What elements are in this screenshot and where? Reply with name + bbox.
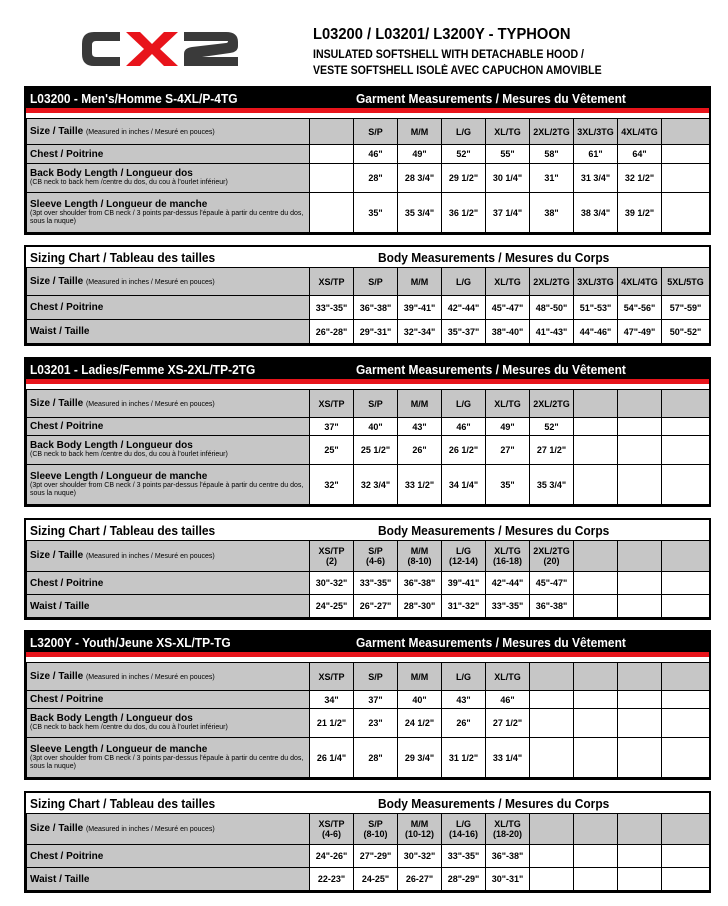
size-header-cell: 4XL/4TG [618, 268, 662, 296]
ladies-garment-table [24, 357, 711, 507]
size-header-cell [662, 390, 710, 418]
size-header-cell: M/M [398, 268, 442, 296]
measurement-cell: 29"-31" [354, 320, 398, 344]
size-header-cell [662, 119, 710, 145]
size-label: Size / Taille (Measured in inches / Mesuré en pouces) [27, 119, 310, 145]
measurement-cell: 29 1/2" [442, 164, 486, 193]
size-header-cell: 3XL/3TG [574, 268, 618, 296]
size-header-cell [574, 390, 618, 418]
measurement-cell [618, 572, 662, 595]
measurement-cell [310, 145, 354, 164]
size-header-cell [618, 541, 662, 572]
size-header-cell: XL/TG [486, 119, 530, 145]
measurement-cell: 32 1/2" [618, 164, 662, 193]
measurement-cell: 26"-27" [354, 595, 398, 618]
measurement-cell: 36 1/2" [442, 193, 486, 233]
waist-row [27, 868, 710, 891]
measurement-cell: 51"-53" [574, 296, 618, 320]
size-label: Size / Taille (Measured in inches / Mesuré en pouces) [27, 268, 310, 296]
youth-body-table [24, 791, 711, 893]
measurement-cell: 28"-30" [398, 595, 442, 618]
measurement-cell [574, 418, 618, 436]
measurement-cell: 35 3/4" [530, 465, 574, 505]
mens-body-grid [26, 267, 710, 344]
measurement-cell [530, 845, 574, 868]
measurement-cell: 41"-43" [530, 320, 574, 344]
measurement-cell [662, 595, 710, 618]
measurement-cell: 42"-44" [486, 572, 530, 595]
mens-body-bar [26, 247, 709, 267]
measurement-cell: 37" [354, 691, 398, 709]
measurement-cell [310, 193, 354, 233]
measurement-cell [530, 709, 574, 738]
size-header-cell: L/G [442, 390, 486, 418]
measurement-cell: 33"-35" [486, 595, 530, 618]
measurement-cell: 24"-26" [310, 845, 354, 868]
size-header-cell: XL/TG [486, 390, 530, 418]
size-header-cell: XS/TP (4-6) [310, 814, 354, 845]
measurement-cell: 25" [310, 436, 354, 465]
ladies-garment-grid [26, 389, 710, 505]
measurement-cell: 38"-40" [486, 320, 530, 344]
waist-label: Waist / Taille [27, 320, 310, 344]
measurement-cell: 47"-49" [618, 320, 662, 344]
measurement-cell: 28" [354, 738, 398, 778]
measurement-cell: 27 1/2" [486, 709, 530, 738]
measurement-cell: 36"-38" [486, 845, 530, 868]
measurement-cell: 49" [486, 418, 530, 436]
size-label: Size / Taille (Measured in inches / Mesuré en pouces) [27, 541, 310, 572]
size-header-cell: M/M [398, 663, 442, 691]
size-header-cell [662, 541, 710, 572]
garment-heading: Garment Measurements / Mesures du Vêtement [356, 635, 626, 650]
measurement-cell [662, 436, 710, 465]
measurement-cell: 40" [398, 691, 442, 709]
measurement-cell: 36"-38" [354, 296, 398, 320]
youth-body-bar [26, 793, 709, 813]
measurement-cell: 30"-32" [398, 845, 442, 868]
measurement-cell: 22-23" [310, 868, 354, 891]
size-header-cell: L/G [442, 268, 486, 296]
measurement-cell [618, 465, 662, 505]
measurement-cell: 61" [574, 145, 618, 164]
mens-title: L03200 - Men's/Homme S-4XL/P-4TG [30, 91, 238, 106]
size-header-cell [530, 814, 574, 845]
measurement-cell: 37" [310, 418, 354, 436]
size-header-cell: XL/TG [486, 268, 530, 296]
measurement-cell [662, 418, 710, 436]
size-header-cell [662, 814, 710, 845]
youth-garment-table [24, 630, 711, 780]
measurement-cell: 39"-41" [442, 572, 486, 595]
measurement-cell: 29 3/4" [398, 738, 442, 778]
mens-garment-table [24, 86, 711, 235]
size-header-cell: L/G (12-14) [442, 541, 486, 572]
size-header-cell: 2XL/2TG [530, 119, 574, 145]
measurement-cell [618, 845, 662, 868]
size-header-cell: S/P [354, 390, 398, 418]
measurement-cell: 21 1/2" [310, 709, 354, 738]
measurement-cell: 46" [486, 691, 530, 709]
sleeve-length-row [27, 465, 710, 505]
measurement-cell: 34 1/4" [442, 465, 486, 505]
size-header-cell [574, 541, 618, 572]
measurement-cell [662, 845, 710, 868]
cx2-logo [80, 30, 242, 68]
measurement-cell [530, 691, 574, 709]
youth-garment-grid [26, 662, 710, 778]
size-header-cell [574, 663, 618, 691]
measurement-cell: 38 3/4" [574, 193, 618, 233]
youth-body-grid [26, 813, 710, 891]
measurement-cell: 58" [530, 145, 574, 164]
measurement-cell [662, 738, 710, 778]
measurement-cell [574, 691, 618, 709]
measurement-cell: 37 1/4" [486, 193, 530, 233]
size-header-cell: XS/TP [310, 663, 354, 691]
measurement-cell: 32"-34" [398, 320, 442, 344]
size-header-cell: XS/TP [310, 390, 354, 418]
size-header-cell: 2XL/2TG [530, 268, 574, 296]
measurement-cell: 57"-59" [662, 296, 710, 320]
measurement-cell: 35" [354, 193, 398, 233]
measurement-cell: 46" [354, 145, 398, 164]
chest-label: Chest / Poitrine [27, 845, 310, 868]
chest-row [27, 145, 710, 164]
size-header-cell: 4XL/4TG [618, 119, 662, 145]
size-header-cell [574, 814, 618, 845]
measurement-cell: 49" [398, 145, 442, 164]
measurement-cell: 26-27" [398, 868, 442, 891]
measurement-cell [662, 164, 710, 193]
measurement-cell: 36"-38" [398, 572, 442, 595]
measurement-cell: 25 1/2" [354, 436, 398, 465]
size-header-cell: 2XL/2TG (20) [530, 541, 574, 572]
measurement-cell: 43" [398, 418, 442, 436]
size-header-cell [662, 663, 710, 691]
measurement-cell: 38" [530, 193, 574, 233]
measurement-cell: 32" [310, 465, 354, 505]
measurement-cell: 33 1/2" [398, 465, 442, 505]
measurement-cell [662, 868, 710, 891]
body-heading: Body Measurements / Mesures du Corps [378, 523, 610, 538]
chest-row [27, 845, 710, 868]
sleeve-length-label: Sleeve Length / Longueur de manche (3pt over shoulder from CB neck / 3 points par-dessus l'épaule à partir du centre du dos, sous la nuque) [27, 738, 310, 778]
back-length-row [27, 709, 710, 738]
back-length-label: Back Body Length / Longueur dos (CB neck to back hem /centre du dos, du cou à l'ourlet inférieur) [27, 436, 310, 465]
ladies-title: L03201 - Ladies/Femme XS-2XL/TP-2TG [30, 362, 256, 377]
measurement-cell [574, 595, 618, 618]
size-header-cell: S/P [354, 268, 398, 296]
chest-label: Chest / Poitrine [27, 572, 310, 595]
measurement-cell: 52" [442, 145, 486, 164]
size-header-cell: M/M (10-12) [398, 814, 442, 845]
size-header-cell: S/P [354, 119, 398, 145]
garment-heading: Garment Measurements / Mesures du Vêtement [356, 362, 626, 377]
measurement-cell: 26" [398, 436, 442, 465]
measurement-cell [618, 418, 662, 436]
chest-row [27, 572, 710, 595]
size-header-cell: XL/TG (18-20) [486, 814, 530, 845]
measurement-cell: 26"-28" [310, 320, 354, 344]
measurement-cell: 36"-38" [530, 595, 574, 618]
measurement-cell [530, 738, 574, 778]
measurement-cell: 33"-35" [310, 296, 354, 320]
waist-row [27, 595, 710, 618]
measurement-cell: 31"-32" [442, 595, 486, 618]
measurement-cell: 23" [354, 709, 398, 738]
measurement-cell [662, 691, 710, 709]
sizing-chart-title: Sizing Chart / Tableau des tailles [30, 523, 216, 538]
measurement-cell: 30 1/4" [486, 164, 530, 193]
size-header-cell: 3XL/3TG [574, 119, 618, 145]
waist-row [27, 320, 710, 344]
body-heading: Body Measurements / Mesures du Corps [378, 250, 610, 265]
measurement-cell [574, 845, 618, 868]
size-row [27, 390, 710, 418]
back-length-label: Back Body Length / Longueur dos (CB neck to back hem /centre du dos, du cou à l'ourlet inférieur) [27, 709, 310, 738]
waist-label: Waist / Taille [27, 868, 310, 891]
measurement-cell: 42"-44" [442, 296, 486, 320]
measurement-cell [574, 572, 618, 595]
back-length-row [27, 436, 710, 465]
subtitle-french: VESTE SOFTSHELL ISOLÉ AVEC CAPUCHON AMOVIBLE [313, 65, 602, 77]
measurement-cell: 34" [310, 691, 354, 709]
measurement-cell: 28 3/4" [398, 164, 442, 193]
waist-label: Waist / Taille [27, 595, 310, 618]
sleeve-length-label: Sleeve Length / Longueur de manche (3pt over shoulder from CB neck / 3 points par-dessus l'épaule à partir du centre du dos, sous la nuque) [27, 465, 310, 505]
size-header-cell [310, 119, 354, 145]
size-header-cell: M/M [398, 390, 442, 418]
youth-title: L3200Y - Youth/Jeune XS-XL/TP-TG [30, 635, 231, 650]
ladies-garment-bar [26, 359, 709, 379]
measurement-cell [662, 572, 710, 595]
measurement-cell: 31" [530, 164, 574, 193]
chest-label: Chest / Poitrine [27, 691, 310, 709]
size-header-cell: L/G [442, 663, 486, 691]
ladies-body-grid [26, 540, 710, 618]
size-label: Size / Taille (Measured in inches / Mesuré en pouces) [27, 390, 310, 418]
size-row [27, 663, 710, 691]
chest-row [27, 691, 710, 709]
measurement-cell [618, 691, 662, 709]
size-row [27, 814, 710, 845]
size-header-cell: XL/TG [486, 663, 530, 691]
size-header-cell: 2XL/2TG [530, 390, 574, 418]
measurement-cell: 31 1/2" [442, 738, 486, 778]
measurement-cell: 24"-25" [310, 595, 354, 618]
size-header-cell: L/G (14-16) [442, 814, 486, 845]
measurement-cell: 44"-46" [574, 320, 618, 344]
sleeve-length-label: Sleeve Length / Longueur de manche (3pt over shoulder from CB neck / 3 points par-dessus l'épaule à partir du centre du dos, sous la nuque) [27, 193, 310, 233]
measurement-cell: 26 1/2" [442, 436, 486, 465]
measurement-cell: 40" [354, 418, 398, 436]
measurement-cell: 24-25" [354, 868, 398, 891]
size-header-cell: S/P [354, 663, 398, 691]
measurement-cell: 32 3/4" [354, 465, 398, 505]
chest-row [27, 296, 710, 320]
subtitle-english: INSULATED SOFTSHELL WITH DETACHABLE HOOD / [313, 49, 584, 61]
chest-label: Chest / Poitrine [27, 418, 310, 436]
measurement-cell [618, 738, 662, 778]
measurement-cell: 45"-47" [530, 572, 574, 595]
measurement-cell [574, 709, 618, 738]
measurement-cell [574, 436, 618, 465]
measurement-cell: 28" [354, 164, 398, 193]
measurement-cell: 30"-32" [310, 572, 354, 595]
youth-garment-bar [26, 632, 709, 652]
sleeve-length-row [27, 738, 710, 778]
measurement-cell [618, 595, 662, 618]
measurement-cell [618, 868, 662, 891]
size-label: Size / Taille (Measured in inches / Mesuré en pouces) [27, 814, 310, 845]
measurement-cell [662, 145, 710, 164]
size-header-cell: XS/TP (2) [310, 541, 354, 572]
size-header-cell: M/M [398, 119, 442, 145]
size-header-cell [618, 814, 662, 845]
measurement-cell [574, 868, 618, 891]
garment-heading: Garment Measurements / Mesures du Vêtement [356, 91, 626, 106]
chest-label: Chest / Poitrine [27, 145, 310, 164]
size-header-cell [618, 663, 662, 691]
ladies-body-table [24, 518, 711, 620]
measurement-cell: 33"-35" [442, 845, 486, 868]
measurement-cell: 54"-56" [618, 296, 662, 320]
sleeve-length-row [27, 193, 710, 233]
size-header-cell [618, 390, 662, 418]
sizing-chart-title: Sizing Chart / Tableau des tailles [30, 250, 216, 265]
chest-row [27, 418, 710, 436]
measurement-cell: 64" [618, 145, 662, 164]
measurement-cell: 33 1/4" [486, 738, 530, 778]
measurement-cell: 50"-52" [662, 320, 710, 344]
measurement-cell: 30"-31" [486, 868, 530, 891]
measurement-cell: 45"-47" [486, 296, 530, 320]
measurement-cell: 46" [442, 418, 486, 436]
measurement-cell: 26" [442, 709, 486, 738]
measurement-cell [662, 193, 710, 233]
measurement-cell [618, 709, 662, 738]
measurement-cell: 39"-41" [398, 296, 442, 320]
measurement-cell: 27"-29" [354, 845, 398, 868]
document-title: L03200 / L03201/ L3200Y - TYPHOON [313, 26, 571, 43]
body-heading: Body Measurements / Mesures du Corps [378, 796, 610, 811]
measurement-cell [574, 465, 618, 505]
measurement-cell: 27" [486, 436, 530, 465]
size-header-cell: L/G [442, 119, 486, 145]
size-header-cell: 5XL/5TG [662, 268, 710, 296]
measurement-cell: 43" [442, 691, 486, 709]
chest-label: Chest / Poitrine [27, 296, 310, 320]
size-header-cell: S/P (4-6) [354, 541, 398, 572]
size-header-cell: XL/TG (16-18) [486, 541, 530, 572]
back-length-label: Back Body Length / Longueur dos (CB neck to back hem /centre du dos, du cou à l'ourlet inférieur) [27, 164, 310, 193]
measurement-cell: 24 1/2" [398, 709, 442, 738]
mens-body-table [24, 245, 711, 346]
measurement-cell: 35" [486, 465, 530, 505]
measurement-cell: 27 1/2" [530, 436, 574, 465]
size-row [27, 541, 710, 572]
size-header-cell [530, 663, 574, 691]
ladies-body-bar [26, 520, 709, 540]
measurement-cell [574, 738, 618, 778]
measurement-cell: 55" [486, 145, 530, 164]
size-header-cell: S/P (8-10) [354, 814, 398, 845]
size-row [27, 268, 710, 296]
size-label: Size / Taille (Measured in inches / Mesuré en pouces) [27, 663, 310, 691]
mens-garment-grid [26, 118, 710, 233]
measurement-cell [310, 164, 354, 193]
measurement-cell: 52" [530, 418, 574, 436]
measurement-cell [530, 868, 574, 891]
measurement-cell: 31 3/4" [574, 164, 618, 193]
mens-garment-bar [26, 88, 709, 108]
size-row [27, 119, 710, 145]
measurement-cell: 33"-35" [354, 572, 398, 595]
size-header-cell: XS/TP [310, 268, 354, 296]
measurement-cell [662, 465, 710, 505]
sizing-chart-title: Sizing Chart / Tableau des tailles [30, 796, 216, 811]
back-length-row [27, 164, 710, 193]
measurement-cell: 48"-50" [530, 296, 574, 320]
size-header-cell: M/M (8-10) [398, 541, 442, 572]
measurement-cell: 35"-37" [442, 320, 486, 344]
measurement-cell [618, 436, 662, 465]
measurement-cell: 39 1/2" [618, 193, 662, 233]
measurement-cell: 28"-29" [442, 868, 486, 891]
measurement-cell [662, 709, 710, 738]
measurement-cell: 26 1/4" [310, 738, 354, 778]
measurement-cell: 35 3/4" [398, 193, 442, 233]
